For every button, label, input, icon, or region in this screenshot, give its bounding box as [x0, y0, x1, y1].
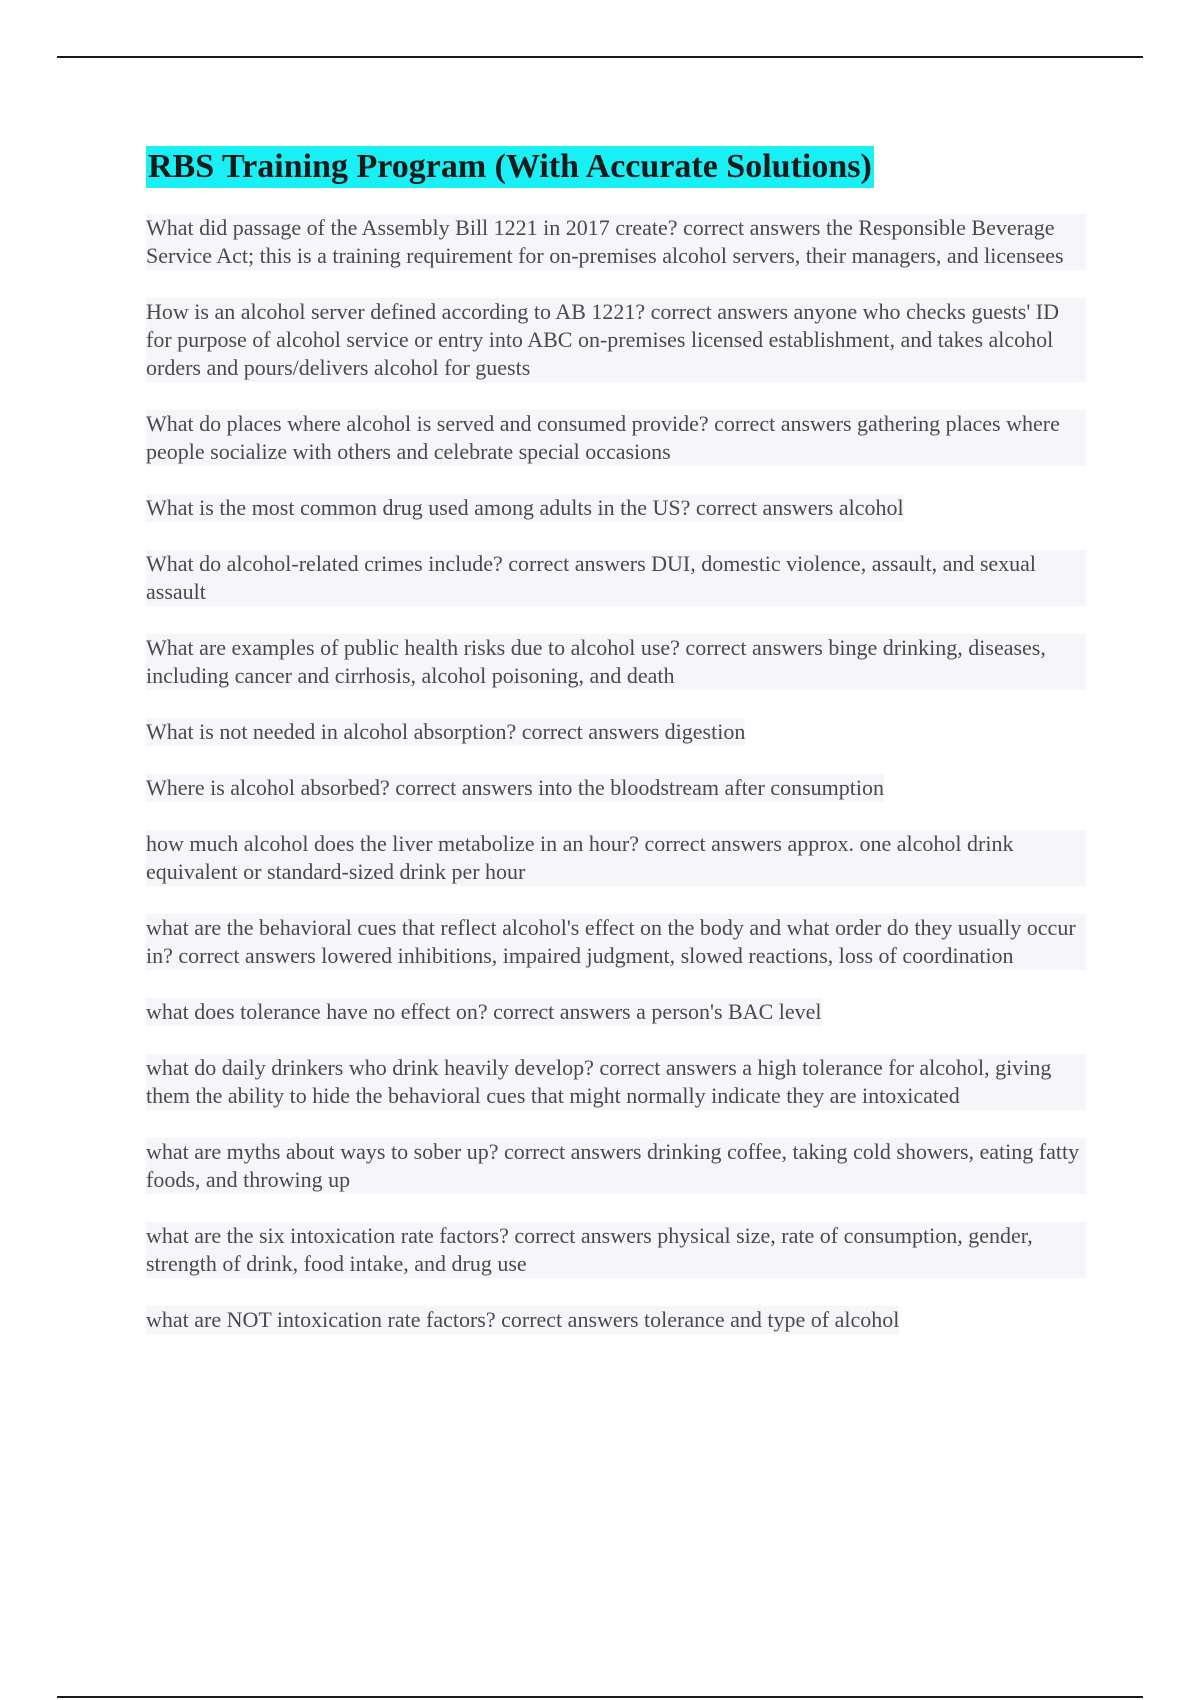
- qa-item: What did passage of the Assembly Bill 1221 in 2017 create? correct answers the Responsible Beverage Service Act; this is a training requirement for on-premises alcohol servers, their managers, and licensees: [146, 214, 1086, 270]
- qa-item: how much alcohol does the liver metabolize in an hour? correct answers approx. one alcohol drink equivalent or standard-sized drink per hour: [146, 830, 1086, 886]
- qa-item: What are examples of public health risks due to alcohol use? correct answers binge drinking, diseases, including cancer and cirrhosis, alcohol poisoning, and death: [146, 634, 1086, 690]
- qa-item: what are the six intoxication rate factors? correct answers physical size, rate of consumption, gender, strength of drink, food intake, and drug use: [146, 1222, 1086, 1278]
- qa-item: What is not needed in alcohol absorption? correct answers digestion: [146, 719, 746, 744]
- qa-item: What is the most common drug used among adults in the US? correct answers alcohol: [146, 495, 904, 520]
- qa-item: How is an alcohol server defined according to AB 1221? correct answers anyone who checks guests' ID for purpose of alcohol service or entry into ABC on-premises licensed establishment, and takes alcohol orders and pours/delivers alcohol for guests: [146, 298, 1086, 382]
- qa-item: what do daily drinkers who drink heavily develop? correct answers a high tolerance for alcohol, giving them the ability to hide the behavioral cues that might normally indicate they are intoxicated: [146, 1054, 1086, 1110]
- qa-item: what does tolerance have no effect on? correct answers a person's BAC level: [146, 999, 822, 1024]
- qa-item: What do alcohol-related crimes include? correct answers DUI, domestic violence, assault, and sexual assault: [146, 550, 1086, 606]
- qa-item: what are NOT intoxication rate factors? correct answers tolerance and type of alcohol: [146, 1307, 900, 1332]
- qa-item: what are the behavioral cues that reflect alcohol's effect on the body and what order do they usually occur in? correct answers lowered inhibitions, impaired judgment, slowed reactions, loss of coordination: [146, 914, 1086, 970]
- qa-item: Where is alcohol absorbed? correct answers into the bloodstream after consumption: [146, 775, 884, 800]
- qa-list: [146, 214, 1086, 1334]
- document-title: RBS Training Program (With Accurate Solutions): [146, 146, 874, 188]
- top-rule: [57, 56, 1143, 58]
- qa-item: What do places where alcohol is served and consumed provide? correct answers gathering places where people socialize with others and celebrate special occasions: [146, 410, 1086, 466]
- qa-item: what are myths about ways to sober up? correct answers drinking coffee, taking cold showers, eating fatty foods, and throwing up: [146, 1138, 1086, 1194]
- title-wrapper: [146, 146, 1086, 188]
- document-body: [146, 146, 1086, 1362]
- bottom-rule: [57, 1696, 1143, 1698]
